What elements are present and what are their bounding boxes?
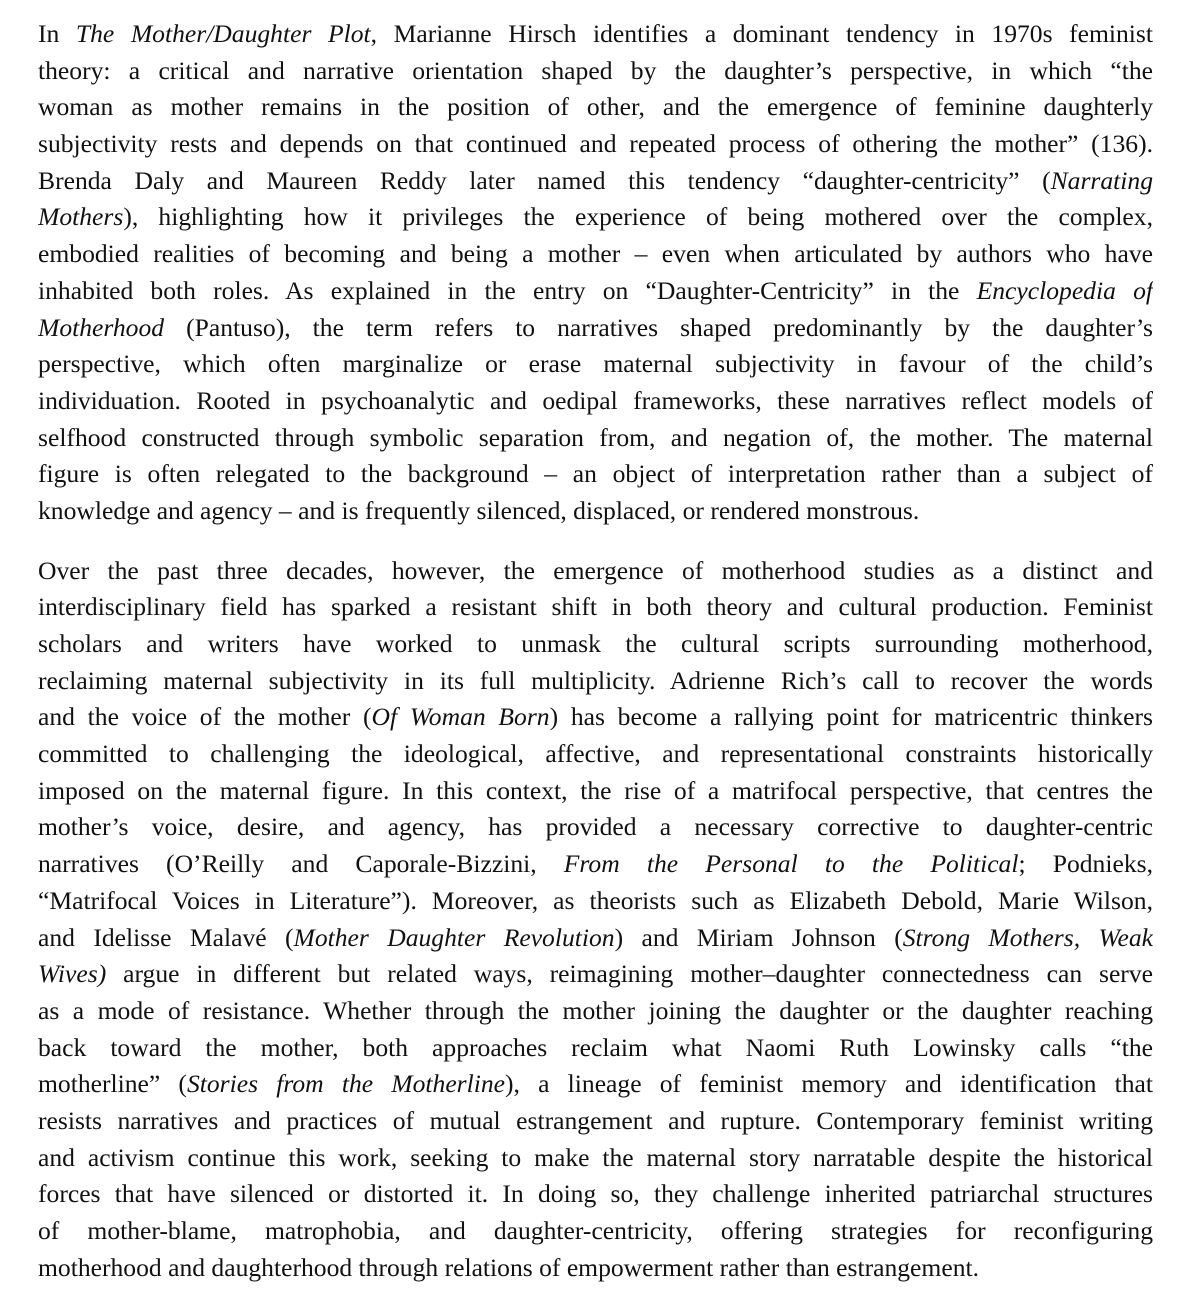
text-line [38, 809, 1153, 846]
text-segment: In [38, 19, 76, 48]
italic-title: Narrating [1050, 165, 1153, 195]
text-line [38, 589, 1153, 626]
text-segment: individuation. Rooted in psychoanalytic and oedipal frameworks, these narratives reflect models of [38, 385, 1153, 415]
text-segment: motherhood and daughterhood through relations of empowerment rather than estrangement. [38, 1252, 979, 1282]
italic-title: Motherhood [38, 312, 165, 342]
paragraph [38, 16, 1153, 530]
text-line [38, 493, 1153, 530]
text-segment: inhabited both roles. As explained in the entry on “Daughter-Centricity” in the [38, 275, 977, 305]
text-line [38, 553, 1153, 590]
text-segment: imposed on the maternal figure. In this context, the rise of a matrifocal perspective, that centres the [38, 775, 1153, 805]
text-line [38, 1103, 1153, 1140]
text-line [38, 699, 1153, 736]
text-segment: forces that have silenced or distorted it. In doing so, they challenge inherited patriarchal structures [38, 1179, 1153, 1209]
text-segment: ), a lineage of feminist memory and identification that [505, 1069, 1153, 1099]
text-segment: (Pantuso), the term refers to narratives shaped predominantly by the daughter’s [164, 312, 1153, 342]
text-line [38, 346, 1153, 383]
text-line [38, 456, 1153, 493]
italic-title: Stories from the Motherline [186, 1069, 506, 1099]
text-line [38, 383, 1153, 420]
text-line [38, 16, 1153, 53]
text-segment: ), highlighting how it privileges the experience of being mothered over the complex, [123, 202, 1153, 232]
text-segment: ; Podnieks, [1018, 849, 1153, 879]
text-segment: argue in different but related ways, reimagining mother–daughter connectedness can serve [106, 959, 1153, 989]
text-line [38, 89, 1153, 126]
text-line [38, 920, 1153, 957]
text-line [38, 126, 1153, 163]
text-segment: perspective, which often marginalize or erase maternal subjectivity in favour of the child’s [38, 349, 1153, 379]
italic-title: Mothers [38, 202, 124, 232]
text-line [38, 163, 1153, 200]
text-line [38, 626, 1153, 663]
text-line [38, 1176, 1153, 1213]
text-segment: Brenda Daly and Maureen Reddy later named this tendency “daughter-centricity” ( [38, 165, 1051, 195]
text-segment: committed to challenging the ideological, affective, and representational constraints historically [38, 739, 1153, 769]
text-line [38, 53, 1153, 90]
text-line [38, 1066, 1153, 1103]
text-segment: as a mode of resistance. Whether through the mother joining the daughter or the daughter reaching [38, 995, 1153, 1025]
text-segment: Over the past three decades, however, the emergence of motherhood studies as a distinct and [38, 555, 1153, 585]
italic-title: Of Woman Born [371, 702, 550, 732]
text-line [38, 956, 1153, 993]
text-segment: and Idelisse Malavé ( [38, 922, 294, 952]
text-segment: woman as mother remains in the position of other, and the emergence of feminine daughterly [38, 92, 1153, 122]
text-line [38, 846, 1153, 883]
text-segment: embodied realities of becoming and being a mother – even when articulated by authors who have [38, 239, 1153, 269]
italic-title: Wives) [38, 959, 107, 989]
text-segment: selfhood constructed through symbolic separation from, and negation of, the mother. The maternal [38, 422, 1153, 452]
text-line [38, 273, 1153, 310]
text-segment: knowledge and agency – and is frequently silenced, displaced, or rendered monstrous. [38, 495, 920, 525]
text-segment: scholars and writers have worked to unmask the cultural scripts surrounding motherhood, [38, 629, 1153, 658]
text-segment: interdisciplinary field has sparked a resistant shift in both theory and cultural production. Feminist [38, 592, 1153, 622]
text-segment: and activism continue this work, seeking to make the maternal story narratable despite the historical [38, 1142, 1153, 1172]
text-segment: “Matrifocal Voices in Literature”). Moreover, as theorists such as Elizabeth Debold, Marie Wilson, [38, 885, 1153, 915]
text-segment: motherline” ( [38, 1069, 187, 1099]
text-segment: subjectivity rests and depends on that continued and repeated process of othering the mother” (136). [38, 129, 1153, 159]
italic-title: From the Personal to the Political [563, 849, 1019, 879]
document-body [38, 16, 1153, 1286]
text-line [38, 1030, 1153, 1067]
text-segment: figure is often relegated to the background – an object of interpretation rather than a subject of [38, 459, 1153, 489]
text-line [38, 773, 1153, 810]
text-segment: , Marianne Hirsch identifies a dominant tendency in 1970s feminist [370, 19, 1153, 48]
text-line [38, 420, 1153, 457]
text-segment: back toward the mother, both approaches reclaim what Naomi Ruth Lowinsky calls “the [38, 1032, 1153, 1062]
italic-title: Encyclopedia of [976, 275, 1153, 305]
paragraph [38, 553, 1153, 1287]
text-segment: mother’s voice, desire, and agency, has provided a necessary corrective to daughter-centric [38, 812, 1153, 842]
text-line [38, 199, 1153, 236]
text-segment: narratives (O’Reilly and Caporale-Bizzini, [38, 849, 564, 879]
text-segment: and the voice of the mother ( [38, 702, 372, 732]
text-line [38, 993, 1153, 1030]
text-segment: ) and Miriam Johnson ( [614, 922, 903, 952]
text-line [38, 736, 1153, 773]
text-segment: ) has become a rallying point for matricentric thinkers [549, 702, 1153, 732]
text-segment: theory: a critical and narrative orientation shaped by the daughter’s perspective, in which “the [38, 55, 1153, 85]
italic-title: Strong Mothers, Weak [902, 922, 1153, 952]
text-line [38, 663, 1153, 700]
text-segment: resists narratives and practices of mutual estrangement and rupture. Contemporary feminist writing [38, 1105, 1153, 1135]
text-line [38, 310, 1153, 347]
text-segment: reclaiming maternal subjectivity in its full multiplicity. Adrienne Rich’s call to recover the words [38, 665, 1153, 695]
text-line [38, 236, 1153, 273]
text-line [38, 1213, 1153, 1250]
text-line [38, 883, 1153, 920]
text-line [38, 1140, 1153, 1177]
text-line [38, 1250, 1153, 1287]
italic-title: Mother Daughter Revolution [293, 922, 615, 952]
text-segment: of mother-blame, matrophobia, and daughter-centricity, offering strategies for reconfiguring [38, 1216, 1153, 1245]
italic-title: The Mother/Daughter Plot [75, 19, 371, 48]
